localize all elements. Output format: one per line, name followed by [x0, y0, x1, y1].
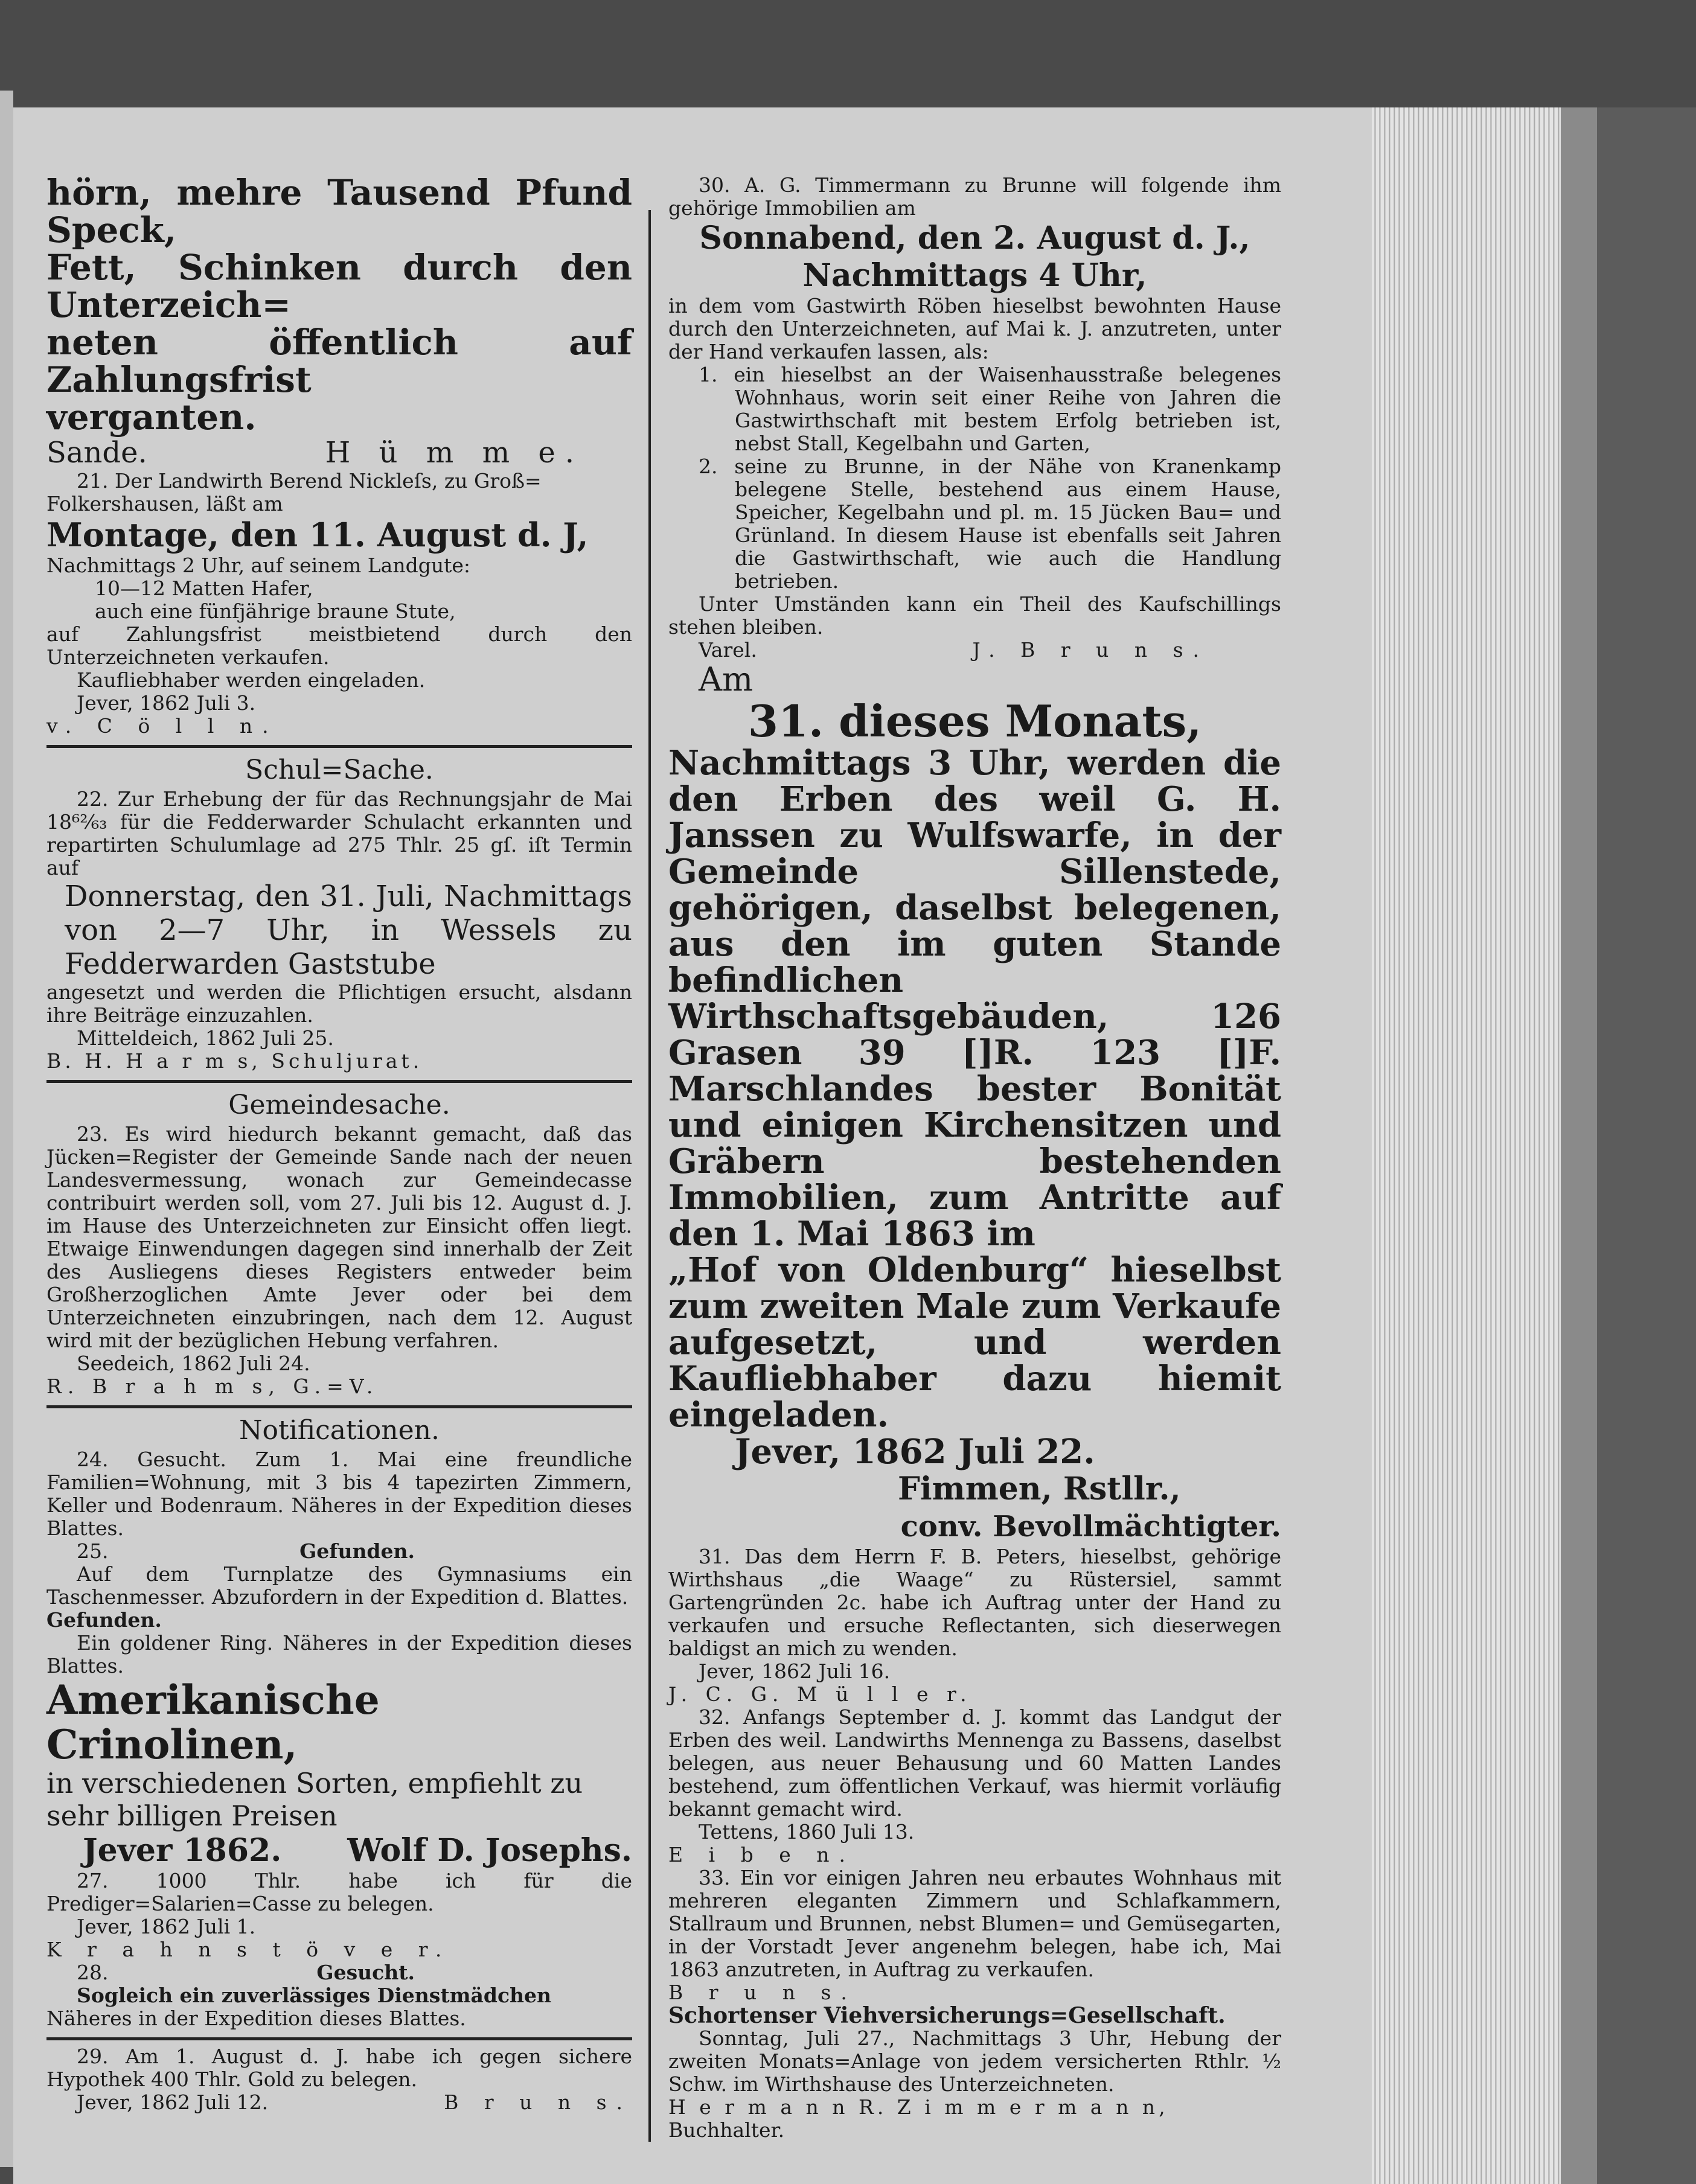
notice-25-header [46, 1540, 632, 1563]
notice-32-signature: E i b e n. [668, 1843, 855, 1866]
society-heading: Schortenser Viehversicherungs=Gesellschaft. [668, 2003, 1226, 2028]
section-heading: Notificationen. [239, 1415, 440, 1446]
auction-date-line: Jever, 1862 Juli 22. [735, 1432, 1095, 1472]
notice-30-text: in dem vom Gastwirth Röben hieselbst bewohnten Hause durch den Unterzeichneten, auf Mai k. J. anzutreten, unter der Hand verkaufen lassen, als: [668, 294, 1281, 363]
notice-25: Auf dem Turnplatze des Gymnasiums ein Taschenmesser. Abzufordern in der Expedition d. Blattes. [46, 1562, 632, 1609]
notice-number: 25. [77, 1539, 109, 1563]
notice-21-signature: v. C ö l l n. [46, 714, 278, 738]
notice-28: Sogleich ein zuverlässiges Dienstmädchen [77, 1984, 552, 2007]
notice-24: 24. Gesucht. Zum 1. Mai eine freundliche Familien=Wohnung, mit 3 bis 4 tapezirten Zimmern, Keller und Bodenraum. Näheres in der Expedition dieses Blattes. [46, 1448, 632, 1540]
society-notice: Sonntag, Juli 27., Nachmittags 3 Uhr, Hebung der zweiten Monats=Anlage von jedem versicherten Rthlr. ½ Schw. im Wirthshause des Unterzeichneten. [668, 2026, 1281, 2096]
notice-22-date: Donnerstag, den 31. Juli, Nachmittags von 2—7 Uhr, in Wessels zu Fedderwarden Gaststube [65, 880, 632, 981]
notice-27-signature: K r a h n s t ö v e r. [46, 1938, 452, 1961]
notice-21-text: Nachmittags 2 Uhr, auf seinem Landgute: [46, 554, 471, 577]
notice-21-item: 10—12 Matten Hafer, [95, 576, 313, 600]
notice-heading: Gesucht. [316, 1961, 415, 1984]
right-column [668, 174, 1281, 2142]
ad-signature [46, 1832, 632, 1869]
notice-33: 33. Ein vor einigen Jahren neu erbautes Wohnhaus mit mehreren eleganten Zimmern und Schlafkammern, Stallraum und Brunnen, nebst Blumen= und Gemüsegarten, in der Vorstadt Jever angenehm belegen, habe ich, Mai 1863 anzutreten, in Auftrag zu verkaufen. [668, 1866, 1281, 1981]
ad-line: sehr billigen Preisen [46, 1799, 338, 1832]
notice-21-date: Montage, den 11. August d. J, [46, 516, 589, 554]
notice-22-signature: B. H. H a r m s, Schuljurat. [46, 1049, 423, 1073]
signature-name: H ü m m e. [325, 436, 584, 470]
notice-29-signature: B r u n s. [444, 2090, 632, 2114]
notice-30-item: 2. seine zu Brunne, in der Nähe von Kranenkamp belegene Stelle, bestehend aus einem Hause, Speicher, Kegelbahn und pl. m. 15 Jücken Bau= und Grünland. In diesem Hause ist ebenfalls seit Jahren die Gastwirthschaft, wie auch die Handlung betrieben. [699, 455, 1281, 593]
notice-23-date-line: Seedeich, 1862 Juli 24. [77, 1352, 310, 1375]
ad-title: Amerikanische Crinolinen, [46, 1676, 380, 1768]
section-rule [46, 2037, 632, 2040]
intro-line: hörn, mehre Tausend Pfund Speck, [46, 172, 632, 251]
intro-line: neten öffentlich auf Zahlungsfrist [46, 322, 632, 400]
column-divider [648, 210, 651, 2142]
notice-31: 31. Das dem Herrn F. B. Peters, hieselbst, gehörige Wirthshaus „die Waage“ zu Rüstersiel, sammt Gartengründen 2c. habe ich Auftrag unter der Hand zu verkaufen und ersuche Reflectanten, sich dieserwegen baldigst an mich zu wenden. [668, 1545, 1281, 1660]
section-heading: Gemeindesache. [228, 1090, 450, 1120]
intro-line: Fett, Schinken durch den Unterzeich= [46, 247, 632, 325]
page-block-edge [1362, 107, 1561, 2184]
auction-body: Nachmittags 3 Uhr, werden die den Erben des weil G. H. Janssen zu Wulfswarfe, in der Gemeinde Sillenstede, gehörigen, daselbst belegenen, aus den im guten Stande befindlichen Wirthschaftsgebäuden, 126 Grasen 39 []R. 123 []F. Marschlandes bester Bonität und einigen Kirchensitzen und Gräbern bestehenden Immobilien, zum Antritte auf den 1. Mai 1863 im [668, 743, 1281, 1254]
previous-page-edge [0, 91, 13, 2167]
auction-am: Am [699, 660, 754, 698]
notice-25b: Ein goldener Ring. Näheres in der Expedition dieses Blattes. [46, 1631, 632, 1678]
section-rule [46, 1080, 632, 1083]
book-cover-fold [1561, 107, 1597, 2184]
notice-30-footer [668, 639, 1281, 662]
notice-30-time: Nachmittags 4 Uhr, [802, 257, 1147, 294]
left-column [46, 174, 632, 2114]
intro-line: verganten. [46, 397, 257, 438]
auction-body: „Hof von Oldenburg“ hieselbst zum zweiten Male zum Verkaufe aufgesetzt, und werden Kaufliebhaber dazu hiemit eingeladen. [668, 1250, 1281, 1435]
notice-21-date-line: Jever, 1862 Juli 3. [77, 691, 256, 715]
auction-signature: conv. Bevollmächtigter. [900, 1510, 1281, 1544]
auction-signature: Fimmen, Rstllr., [898, 1470, 1181, 1507]
notice-23-signature: R. B r a h m s, G.=V. [46, 1375, 379, 1398]
society-signature: H e r m a n n R. Z i m m e r m a n n, [668, 2095, 1169, 2119]
notice-heading: Gefunden. [299, 1539, 415, 1563]
section-heading: Schul=Sache. [245, 755, 434, 785]
signature [46, 436, 632, 470]
notice-32: 32. Anfangs September d. J. kommt das Landgut der Erben des weil. Landwirths Mennenga zu Bassens, daselbst belegen, aus neuer Behausung und 60 Matten Landes bestehend, zum öffentlichen Verkauf, was hiermit vorläufig bekannt gemacht wird. [668, 1705, 1281, 1821]
notice-29-date-line: Jever, 1862 Juli 12. [77, 2090, 269, 2114]
notice-30-signature: J. B r u n s. [972, 638, 1209, 662]
section-rule [46, 745, 632, 748]
ad-line: in verschiedenen Sorten, empfiehlt zu [46, 1767, 583, 1799]
notice-22: 22. Zur Erhebung der für das Rechnungsjahr de Mai 18⁶²⁄₆₃ für die Fedderwarder Schulacht erkannten und repartirten Schulumlage ad 275 Thlr. 25 gſ. iſt Termin auf [46, 787, 632, 880]
notice-33-signature: B r u n s. [668, 1981, 857, 2004]
notice-29-footer [46, 2091, 632, 2114]
notice-21-text: Folkershausen, läßt am [46, 492, 283, 516]
notice-28-text: Näheres in der Expedition dieses Blattes. [46, 2007, 466, 2030]
notice-30-item: 1. ein hieselbst an der Waisenhausstraße belegenes Wohnhaus, worin seit einer Reihe von Jahren die Gastwirthschaft mit bestem Erfolg betrieben ist, nebst Stall, Kegelbahn und Garten, [699, 363, 1281, 455]
section-rule [46, 1405, 632, 1408]
signature-place: Sande. [46, 436, 147, 470]
notice-number: 28. [77, 1961, 109, 1984]
notice-heading: Gefunden. [46, 1608, 162, 1632]
notice-30-place: Varel. [699, 638, 757, 662]
notice-30: 30. A. G. Timmermann zu Brunne will folgende ihm gehörige Immobilien am [668, 173, 1281, 220]
newspaper-page [13, 107, 1372, 2184]
ad-name: Wolf D. Josephs. [347, 1832, 632, 1869]
notice-21-text: Kaufliebhaber werden eingeladen. [77, 668, 426, 692]
notice-27: 27. 1000 Thlr. habe ich für die Prediger=Salarien=Casse zu belegen. [46, 1869, 632, 1915]
ad-place: Jever 1862. [83, 1832, 282, 1869]
notice-23: 23. Es wird hiedurch bekannt gemacht, daß das Jücken=Register der Gemeinde Sande nach der neuen Landesvermessung, wonach zur Gemeindecasse contribuirt werden soll, vom 27. Juli bis 12. August d. J. im Hause des Unterzeichneten zur Einsicht offen liegt. Etwaige Einwendungen dagegen sind innerhalb der Zeit des Ausliegens dieses Registers entweder beim Großherzoglichen Amte Jever oder bei dem Unterzeichneten einzubringen, nach dem 12. August wird mit der bezüglichen Hebung verfahren. [46, 1122, 632, 1352]
auction-date: 31. dieses Monats, [747, 695, 1202, 747]
notice-21-item: auch eine fünfjährige braune Stute, [95, 599, 456, 623]
notice-21-text: auf Zahlungsfrist meistbietend durch den Unterzeichneten verkaufen. [46, 622, 632, 669]
notice-29: 29. Am 1. August d. J. habe ich gegen sichere Hypothek 400 Thlr. Gold zu belegen. [46, 2045, 632, 2091]
notice-30-date: Sonnabend, den 2. August d. J., [699, 220, 1250, 257]
society-signature-role: Buchhalter. [668, 2118, 785, 2142]
notice-22-text: angesetzt und werden die Pflichtigen ersucht, alsdann ihre Beiträge einzuzahlen. [46, 980, 632, 1027]
notice-30-text: Unter Umständen kann ein Theil des Kaufschillings stehen bleiben. [668, 592, 1281, 639]
notice-22-date-line: Mitteldeich, 1862 Juli 25. [77, 1026, 334, 1050]
notice-27-date-line: Jever, 1862 Juli 1. [77, 1915, 256, 1938]
notice-32-date-line: Tettens, 1860 Juli 13. [699, 1820, 915, 1844]
notice-28-header [46, 1961, 632, 1984]
notice-31-signature: J. C. G. M ü l l e r. [668, 1682, 973, 1706]
notice-21: 21. Der Landwirth Berend Nickleſs, zu Groß= [77, 469, 542, 493]
notice-31-date-line: Jever, 1862 Juli 16. [699, 1659, 891, 1683]
